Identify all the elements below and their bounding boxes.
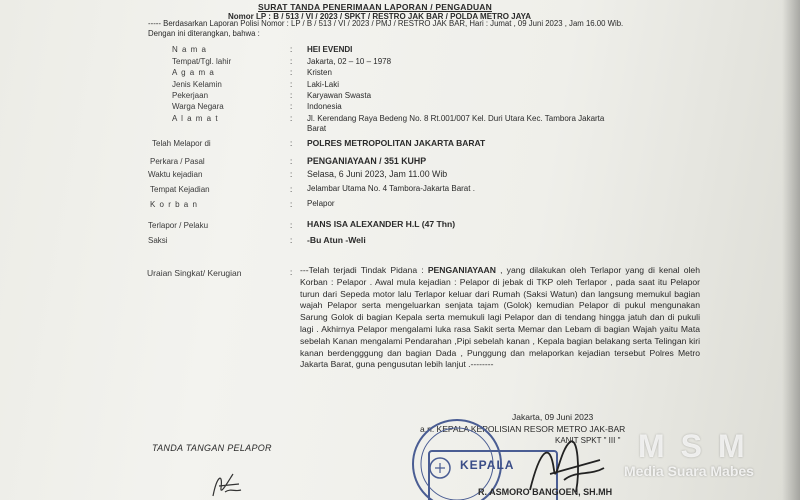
- value-melapor: POLRES METROPOLITAN JAKARTA BARAT: [307, 138, 486, 148]
- value-nama: HEI EVENDI: [307, 45, 353, 54]
- value-saksi: -Bu Atun -Weli: [307, 235, 366, 245]
- colon: :: [290, 157, 293, 166]
- value-tempat: Jelambar Utama No. 4 Tambora-Jakarta Barat .: [307, 184, 475, 193]
- reporter-signature: [205, 466, 245, 500]
- label-tempat: Tempat Kejadian: [150, 185, 210, 194]
- label-agama: A g a m a: [172, 68, 215, 77]
- value-jenis-kelamin: Laki-Laki: [307, 80, 340, 89]
- reporter-signature-label: TANDA TANGAN PELAPOR: [152, 443, 272, 453]
- label-waktu: Waktu kejadian: [148, 170, 203, 179]
- label-uraian: Uraian Singkat/ Kerugian: [147, 268, 242, 278]
- colon: :: [290, 200, 293, 209]
- colon: :: [290, 221, 293, 230]
- label-terlapor: Terlapor / Pelaku: [148, 221, 209, 230]
- uraian-body: , yang dilakukan oleh Terlapor yang di kenal oleh Korban : Pelapor . Awal mula kejadian : Pelapor di jebak di TKP oleh Terlapor , pada saat itu Pelapor turun dari Sepeda motor lalu Terlapor keluar dari Rumah (Saksi Watun) dan langsung memukul bagian wajah Pelapor serta mengeluarkan senjata tajam (Golok) kemudian Pelapor di pukul mengunakan Sarung Golok di bagian Kepala serta memukuli lagi Pelapor dan di tendang hingga jatuh dan di pukuli lagi . Akhirnya Pelapor mengalami luka rasa Sakit serta Memar dan Lebam di bagian Wajah yaitu Mata sebelah Kanan mengalami Pendarahan ,Pipi sebelah kanan , Kepala bagian belakang serta Telingan kiri kanan berdengggung dan bagian Dada , Punggung dan melaporkan kejadian tersebut Polres Metro Jakarta Barat, guna pengusutan lebih lanjut .--------: [300, 265, 700, 370]
- msm-watermark-subtitle: Media Suara Mabes: [624, 463, 754, 479]
- intro-paragraph: ----- Berdasarkan Laporan Polisi Nomor : LP / B / 513 / VI / 2023 / PMJ / RESTRO JAK BAR, Hari : Jumat , 09 Juni 2023 , Jam 16.00 Wib. Dengan ini diterangkan, bahwa :: [148, 19, 624, 38]
- colon: :: [290, 236, 293, 245]
- value-pekerjaan: Karyawan Swasta: [307, 91, 372, 100]
- uraian-prefix: ---Telah terjadi Tindak Pidana :: [300, 265, 428, 275]
- kanit-line: KANIT SPKT " III ": [555, 436, 621, 445]
- label-nama: N a m a: [172, 45, 208, 54]
- colon: :: [290, 68, 293, 77]
- label-ttl: Tempat/Tgl. lahir: [172, 57, 232, 66]
- colon: :: [290, 139, 293, 148]
- colon: :: [290, 45, 293, 54]
- colon: :: [290, 185, 293, 194]
- label-korban: K o r b a n: [150, 200, 198, 209]
- label-melapor: Telah Melapor di: [152, 139, 211, 148]
- uraian-crime: PENGANIAYAAN: [427, 265, 496, 275]
- label-pekerjaan: Pekerjaan: [172, 91, 209, 100]
- msm-watermark-logo: MSM: [638, 428, 761, 464]
- report-number: Nomor LP : B / 513 / VI / 2023 / SPKT / RESTRO JAK BAR / POLDA METRO JAYA: [228, 12, 532, 21]
- label-jenis-kelamin: Jenis Kelamin: [172, 80, 222, 89]
- label-saksi: Saksi: [148, 236, 168, 245]
- kapolres-line: a.n. KEPALA KEPOLISIAN RESOR METRO JAK-BAR: [420, 424, 626, 434]
- place-date: Jakarta, 09 Juni 2023: [512, 412, 594, 422]
- value-ttl: Jakarta, 02 – 10 – 1978: [307, 57, 392, 66]
- value-agama: Kristen: [307, 68, 332, 77]
- uraian-paragraph: [300, 265, 700, 371]
- value-korban: Pelapor: [307, 199, 335, 208]
- value-alamat: Jl. Kerendang Raya Bedeng No. 8 Rt.001/007 Kel. Duri Utara Kec. Tambora Jakarta: [307, 114, 605, 123]
- officer-name: R. ASMORO BANGOEN, SH.MH: [478, 487, 613, 497]
- page-edge-shadow: [782, 0, 800, 500]
- document-title: SURAT TANDA PENERIMAAN LAPORAN / PENGADUAN: [258, 2, 492, 12]
- label-warga-negara: Warga Negara: [172, 102, 224, 111]
- colon: :: [290, 91, 293, 100]
- value-warga-negara: Indonesia: [307, 102, 342, 111]
- colon: :: [290, 268, 293, 277]
- colon: :: [290, 170, 293, 179]
- colon: :: [290, 57, 293, 66]
- label-alamat: A l a m a t: [172, 114, 219, 123]
- colon: :: [290, 114, 293, 123]
- colon: :: [290, 102, 293, 111]
- value-alamat-cont: Barat: [307, 124, 327, 133]
- stamp-text: KEPALA: [460, 458, 515, 472]
- value-perkara: PENGANIAYAAN / 351 KUHP: [307, 156, 427, 166]
- value-waktu: Selasa, 6 Juni 2023, Jam 11.00 Wib: [307, 169, 448, 179]
- label-perkara: Perkara / Pasal: [150, 157, 205, 166]
- colon: :: [290, 80, 293, 89]
- value-terlapor: HANS ISA ALEXANDER H.L (47 Thn): [307, 219, 456, 229]
